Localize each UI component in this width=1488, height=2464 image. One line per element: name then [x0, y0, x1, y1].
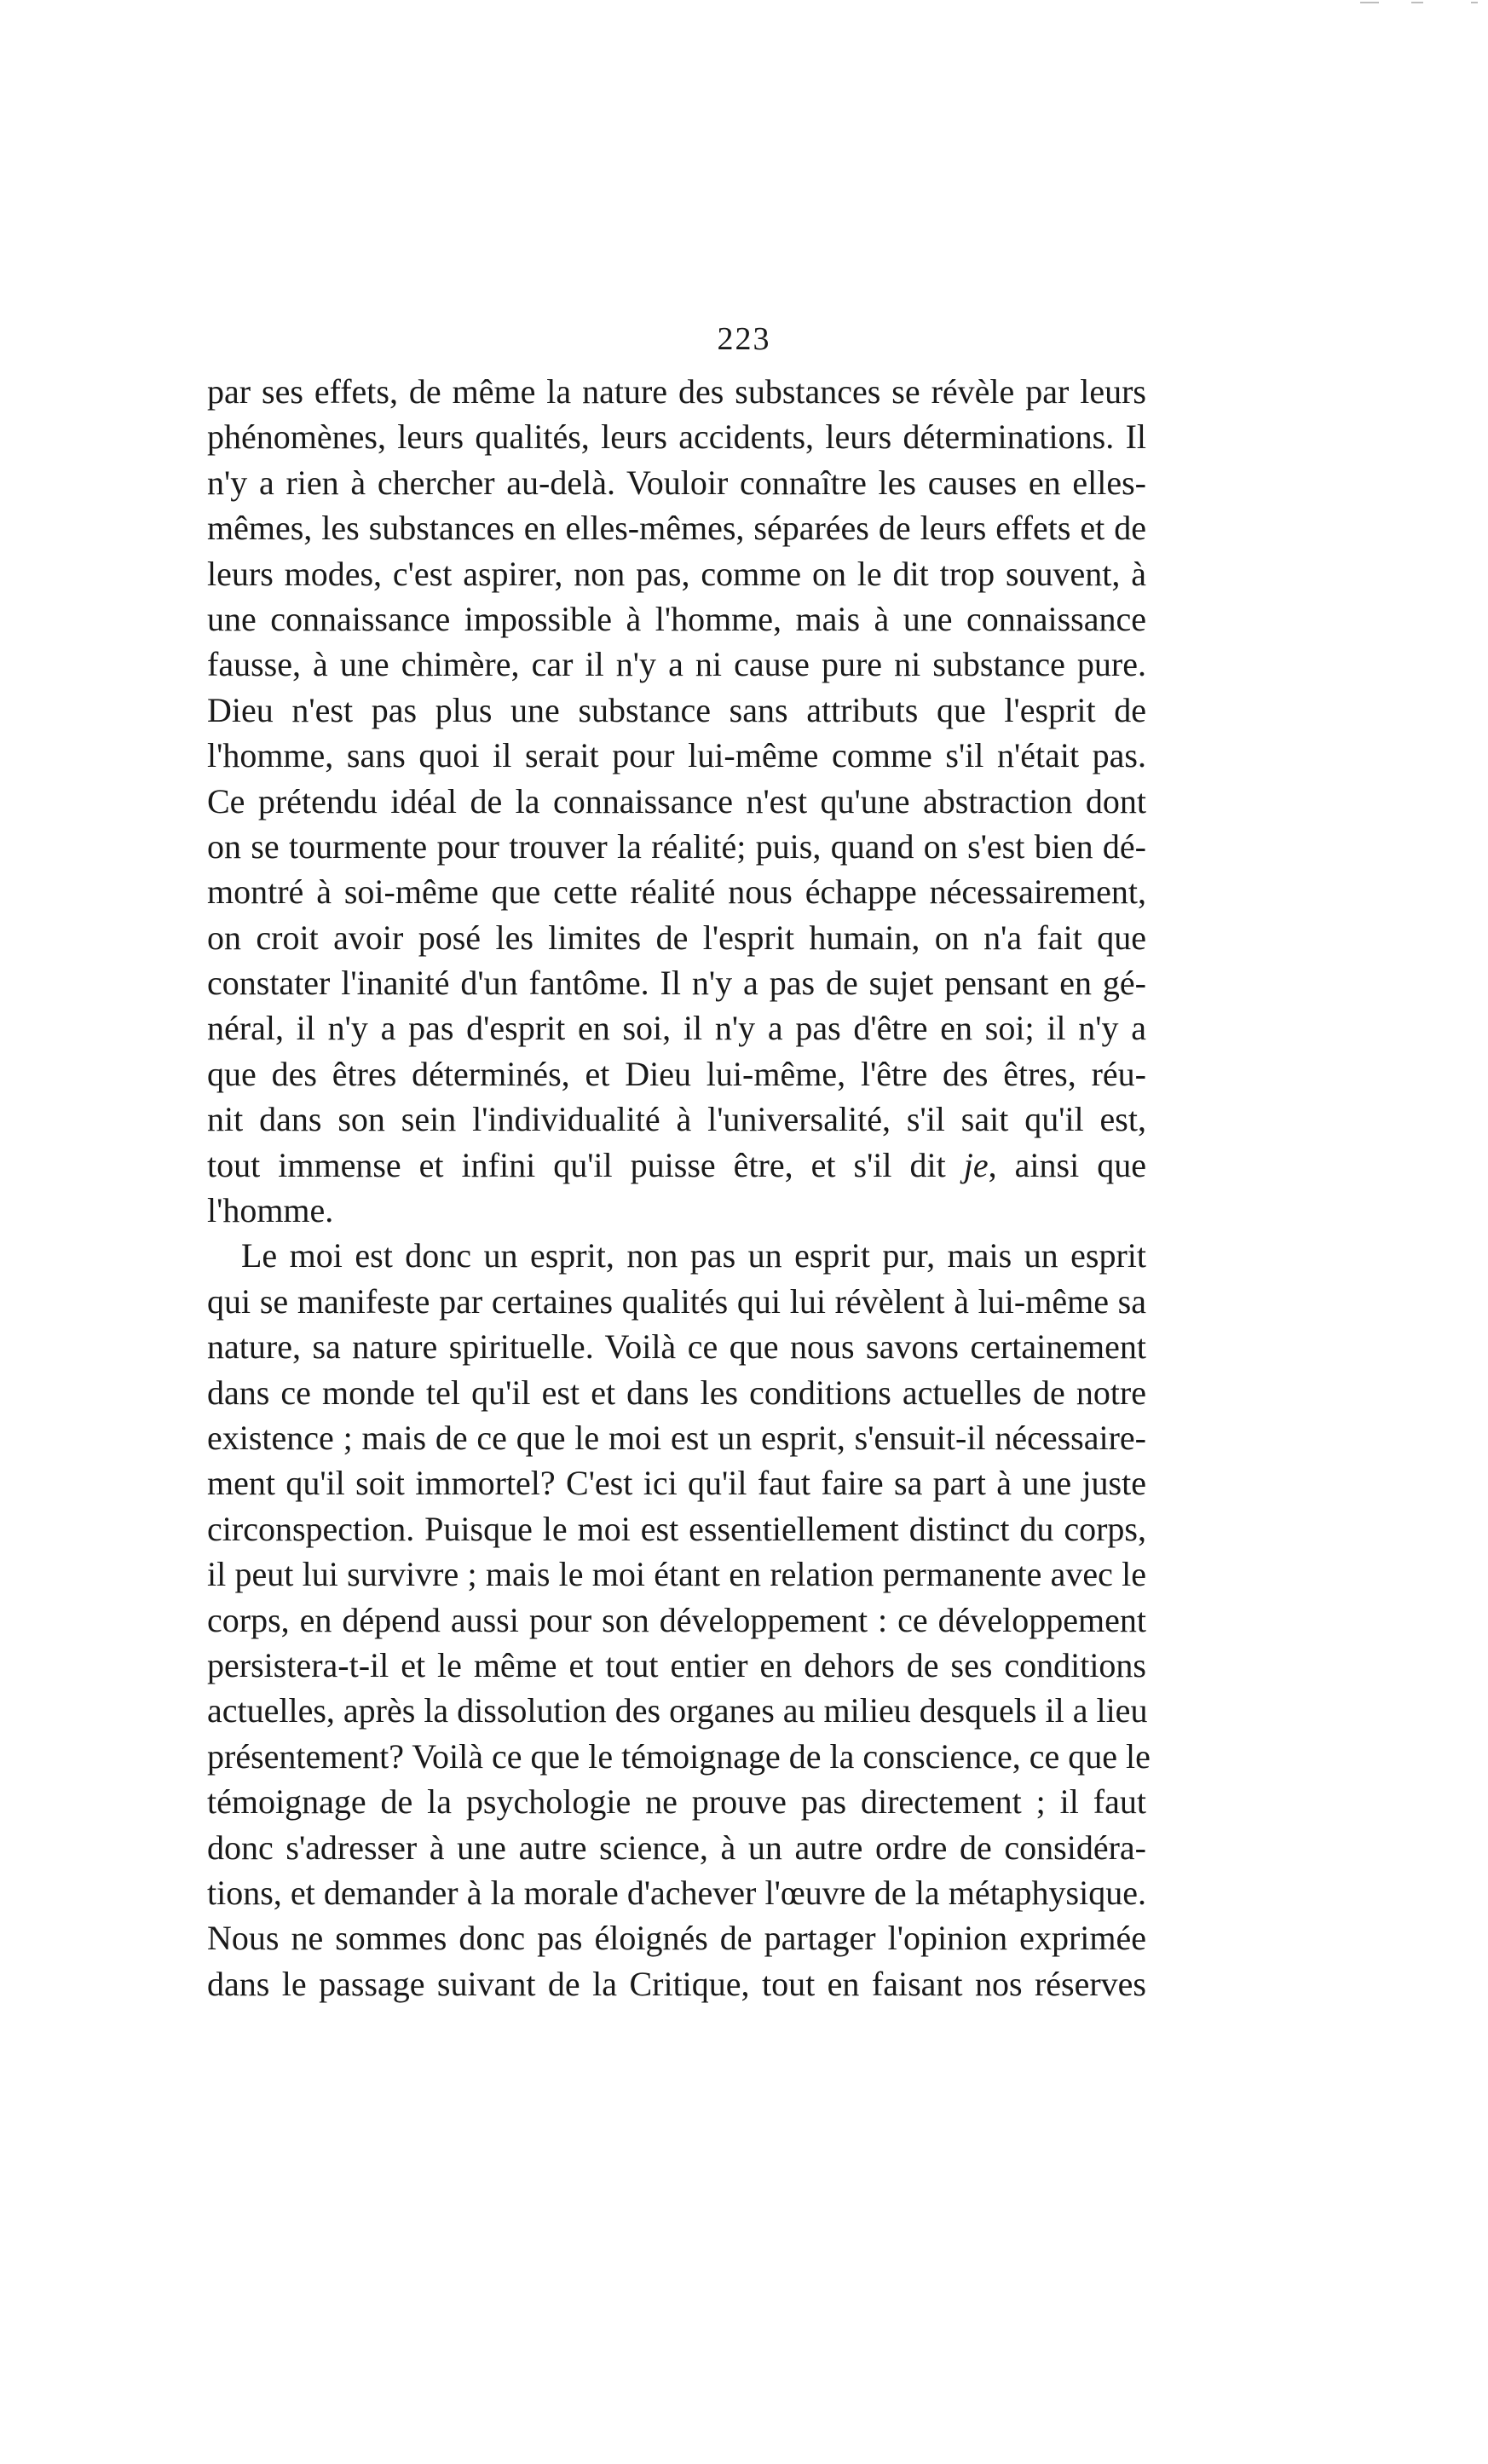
text-line: fausse, à une chimère, car il n'y a ni cause pure ni substance pure. — [207, 645, 1146, 684]
page-body — [207, 369, 1151, 2006]
text-line: une connaissance impossible à l'homme, mais à une connaissance — [207, 599, 1146, 638]
text-segment: , ainsi que — [988, 1145, 1146, 1184]
text-line: néral, il n'y a pas d'esprit en soi, il n'y a pas d'être en soi; il n'y a — [207, 1009, 1146, 1048]
text-line: existence ; mais de ce que le moi est un esprit, s'ensuit-il nécessaire- — [207, 1418, 1146, 1457]
text-line: par ses effets, de même la nature des substances se révèle par leurs — [207, 372, 1146, 411]
text-line: l'homme. — [207, 1191, 334, 1230]
text-line: donc s'adresser à une autre science, à un autre ordre de considéra- — [207, 1828, 1146, 1867]
paragraph-1 — [207, 369, 1146, 1233]
text-line: Dieu n'est pas plus une substance sans attributs que l'esprit de — [207, 690, 1146, 729]
text-line: corps, en dépend aussi pour son développement : ce développement — [207, 1600, 1146, 1639]
text-line: circonspection. Puisque le moi est essentiellement distinct du corps, — [207, 1509, 1146, 1548]
text-line: qui se manifeste par certaines qualités qui lui révèlent à lui-même sa — [207, 1281, 1146, 1321]
text-line: phénomènes, leurs qualités, leurs accidents, leurs déterminations. Il — [207, 417, 1146, 457]
text-line: nit dans son sein l'individualité à l'universalité, s'il sait qu'il est, — [207, 1100, 1146, 1139]
text-line: nature, sa nature spirituelle. Voilà ce que nous savons certainement — [207, 1327, 1146, 1367]
text-line: actuelles, après la dissolution des organes au milieu desquels il a lieu — [207, 1691, 1148, 1730]
text-line: constater l'inanité d'un fantôme. Il n'y a pas de sujet pensant en gé- — [207, 964, 1146, 1003]
text-line: Le moi est donc un esprit, non pas un esprit pur, mais un esprit — [241, 1236, 1146, 1275]
text-line: Nous ne sommes donc pas éloignés de partager l'opinion exprimée — [207, 1919, 1146, 1958]
text-line: que des êtres déterminés, et Dieu lui-même, l'être des êtres, réu- — [207, 1054, 1146, 1093]
text-line: témoignage de la psychologie ne prouve pas directement ; il faut — [207, 1782, 1146, 1822]
text-line: l'homme, sans quoi il serait pour lui-même comme s'il n'était pas. — [207, 736, 1146, 775]
text-line-with-italic — [207, 1143, 1146, 1188]
paragraph-2 — [207, 1233, 1151, 2006]
italic-word: je — [963, 1145, 989, 1184]
text-line: on croit avoir posé les limites de l'esprit humain, on n'a fait que — [207, 918, 1146, 957]
text-line: mêmes, les substances en elles-mêmes, séparées de leurs effets et de — [207, 509, 1146, 548]
text-line: présentement? Voilà ce que le témoignage de la conscience, ce que le — [207, 1736, 1151, 1776]
text-line: ment qu'il soit immortel? C'est ici qu'il faut faire sa part à une juste — [207, 1464, 1146, 1503]
scan-edge-marks — [1318, 0, 1488, 7]
text-line: tions, et demander à la morale d'achever l'œuvre de la métaphysique. — [207, 1873, 1146, 1912]
text-line: Ce prétendu idéal de la connaissance n'est qu'une abstraction dont — [207, 781, 1146, 820]
text-line: dans ce monde tel qu'il est et dans les conditions actuelles de notre — [207, 1373, 1146, 1412]
text-line: montré à soi-même que cette réalité nous échappe nécessairement, — [207, 872, 1146, 912]
text-line: dans le passage suivant de la Critique, tout en faisant nos réserves — [207, 1964, 1146, 2003]
text-line: persistera-t-il et le même et tout entier en dehors de ses conditions — [207, 1645, 1146, 1684]
text-line: leurs modes, c'est aspirer, non pas, comme on le dit trop souvent, à — [207, 554, 1146, 593]
text-line: il peut lui survivre ; mais le moi étant en relation permanente avec le — [207, 1555, 1146, 1594]
text-line: n'y a rien à chercher au-delà. Vouloir connaître les causes en elles- — [207, 463, 1146, 502]
page-number: 223 — [717, 321, 771, 357]
text-segment: tout immense et infini qu'il puisse être, et s'il dit — [207, 1145, 946, 1184]
text-line: on se tourmente pour trouver la réalité; puis, quand on s'est bien dé- — [207, 826, 1146, 866]
